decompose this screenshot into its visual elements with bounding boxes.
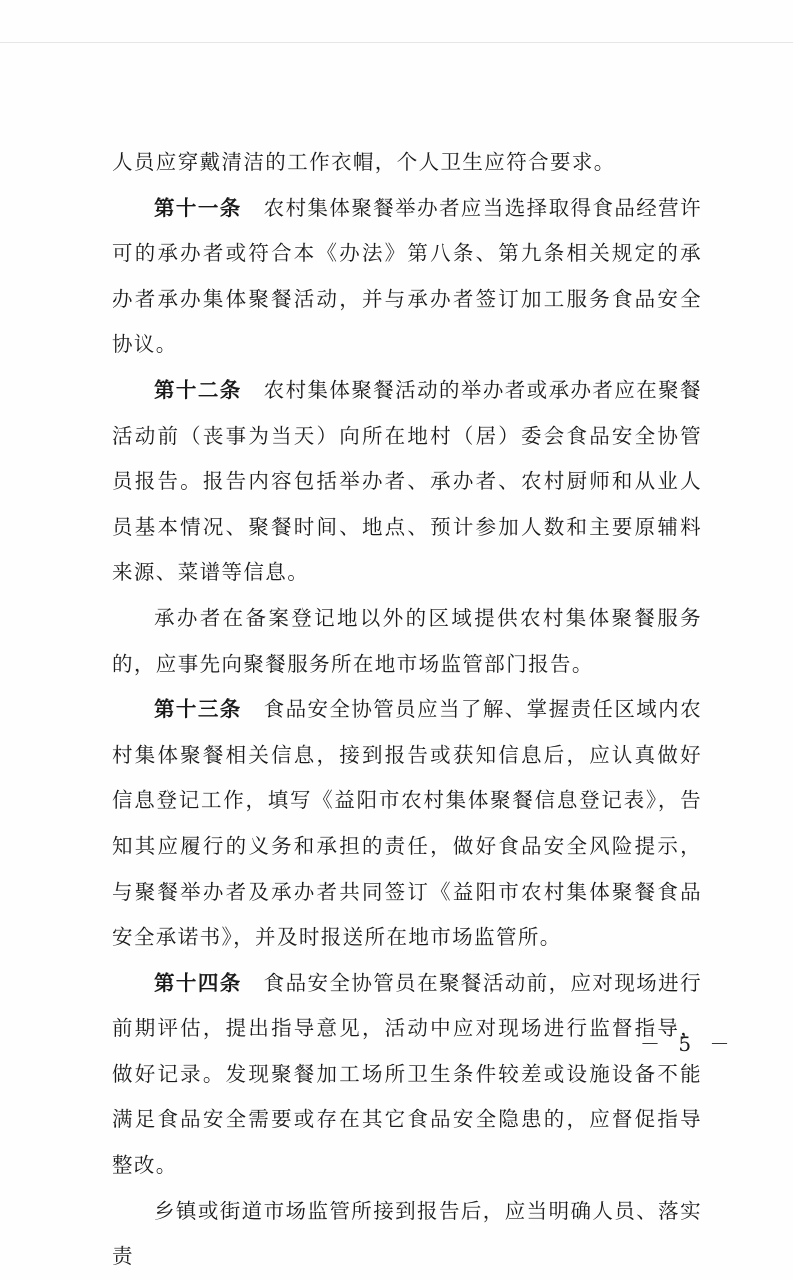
paragraph-article-11 (112, 186, 702, 368)
article-heading-14: 第十四条 (154, 970, 242, 995)
article-13-text: 食品安全协管员应当了解、掌握责任区域内农村集体聚餐相关信息，接到报告或获知信息后，应认真做好信息登记工作，填写《益阳市农村集体聚餐信息登记表》，告知其应履行的义务和承担的责任，做好食品安全风险提示，与聚餐举办者及承办者共同签订《益阳市农村集体聚餐食品安全承诺书》，并及时报送所在地市场监管所。 (112, 697, 702, 950)
body-text (112, 140, 702, 1280)
article-12-continued-text: 承办者在备案登记地以外的区域提供农村集体聚餐服务的，应事先向聚餐服务所在地市场监管部门报告。 (112, 605, 702, 676)
paragraph-article-12-continued (112, 596, 702, 687)
paragraph-article-14-continued (112, 1189, 702, 1280)
article-heading-12: 第十二条 (154, 377, 242, 402)
article-11-text: 农村集体聚餐举办者应当选择取得食品经营许可的承办者或符合本《办法》第八条、第九条相关规定的承办者承办集体聚餐活动，并与承办者签订加工服务食品安全协议。 (112, 195, 702, 357)
article-heading-13: 第十三条 (154, 697, 242, 722)
article-12-text: 农村集体聚餐活动的举办者或承办者应在聚餐活动前（丧事为当天）向所在地村（居）委会食品安全协管员报告。报告内容包括举办者、承办者、农村厨师和从业人员基本情况、聚餐时间、地点、预计参加人数和主要原辅料来源、菜谱等信息。 (112, 377, 702, 585)
paragraph-article-12 (112, 368, 702, 596)
page-number: － 5 － (640, 1032, 736, 1056)
paragraph-1-text: 人员应穿戴清洁的工作衣帽，个人卫生应符合要求。 (112, 150, 616, 174)
article-heading-11: 第十一条 (154, 195, 242, 220)
paragraph-article-13 (112, 687, 702, 961)
paragraph-article-14 (112, 961, 702, 1189)
article-14-text: 食品安全协管员在聚餐活动前，应对现场进行前期评估，提出指导意见，活动中应对现场进行监督指导，做好记录。发现聚餐加工场所卫生条件较差或设施设备不能满足食品安全需要或存在其它食品安全隐患的，应督促指导整改。 (112, 970, 702, 1178)
paragraph-1 (112, 140, 702, 186)
article-14-continued-text: 乡镇或街道市场监管所接到报告后，应当明确人员、落实责 (112, 1198, 702, 1269)
scan-edge-line (0, 42, 793, 43)
